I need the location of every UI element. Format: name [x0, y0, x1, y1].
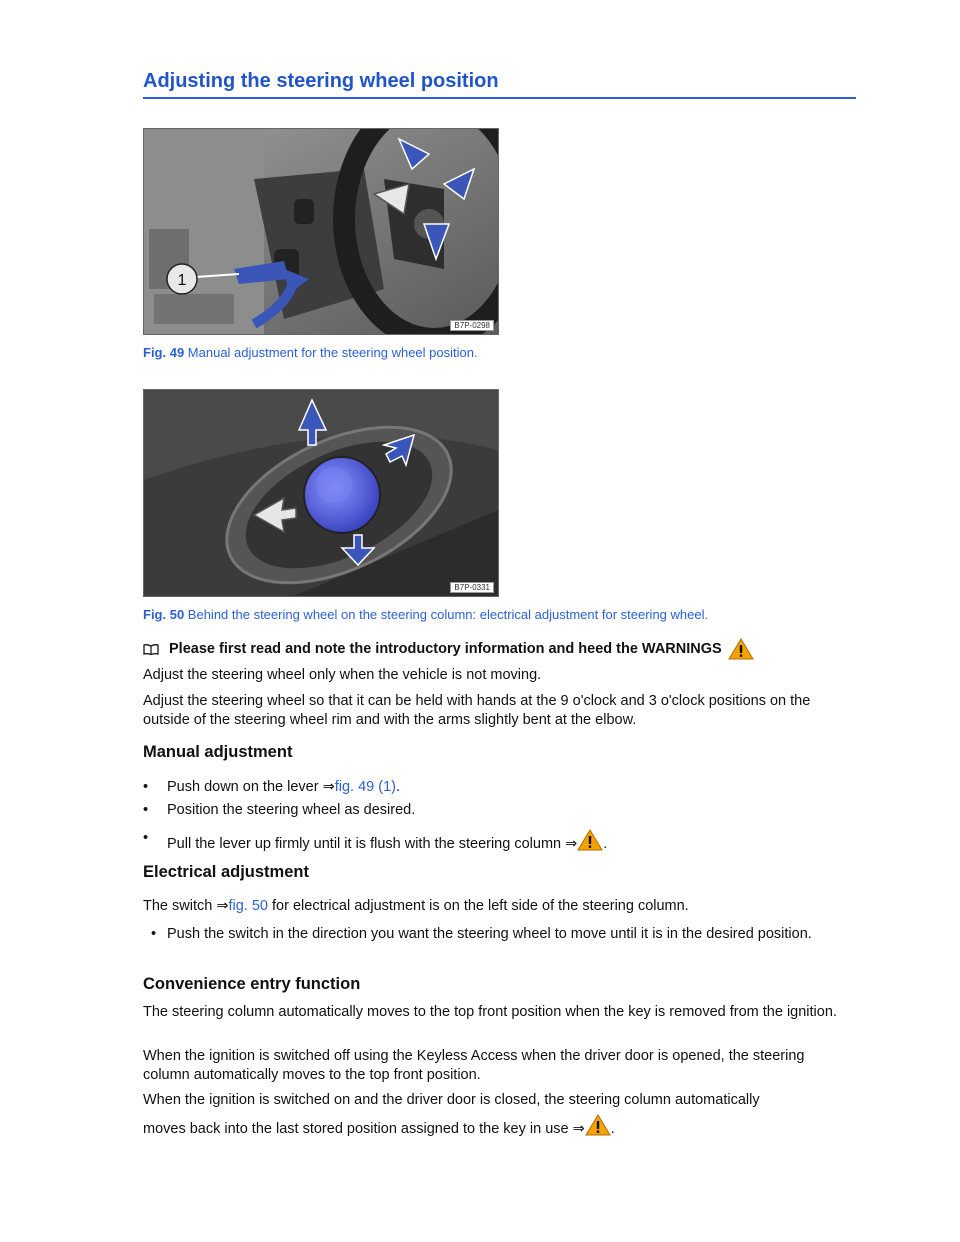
electrical-paragraph: The switch ⇒fig. 50 for electrical adjustment is on the left side of the steering column. [143, 898, 689, 914]
heading-electrical-adjustment: Electrical adjustment [143, 863, 309, 881]
page-title: Adjusting the steering wheel position [143, 70, 856, 99]
figure-50-label: Fig. 50 [143, 607, 185, 622]
list-item: • Push the switch in the direction you want the steering wheel to move until it is in the desired position. [151, 926, 812, 942]
list-item: • Push down on the lever ⇒fig. 49 (1). [143, 779, 401, 795]
open-book-icon [143, 643, 159, 655]
convenience-paragraph-3-line-1: When the ignition is switched on and the driver door is closed, the steering column automatically [143, 1092, 760, 1108]
figure-49-code: B7P-0298 [450, 320, 494, 331]
heading-convenience-entry: Convenience entry function [143, 975, 361, 993]
note-text: Please first read and note the introductory information and heed the WARNINGS [169, 641, 722, 657]
convenience-paragraph-3-line-2: moves back into the last stored position assigned to the key in use ⇒ . [143, 1114, 843, 1139]
figure-50-image [143, 389, 499, 597]
list-item: • Pull the lever up firmly until it is flush with the steering column ⇒ . [143, 830, 608, 852]
warning-triangle-icon[interactable] [585, 1114, 611, 1136]
figure-49-image [143, 128, 499, 335]
warning-triangle-icon[interactable] [577, 829, 603, 851]
intro-paragraph-1: Adjust the steering wheel only when the vehicle is not moving. [143, 667, 542, 683]
heading-manual-adjustment: Manual adjustment [143, 743, 293, 761]
convenience-paragraph-2: When the ignition is switched off using the Keyless Access when the driver door is opened, the steering column automatically moves to the top front position. [143, 1048, 805, 1083]
intro-paragraph-2: Adjust the steering wheel so that it can be held with hands at the 9 o'clock and 3 o'clock positions on the outside of the steering wheel rim and with the arms slightly bent at the elbow. [143, 693, 811, 728]
intro-note [143, 638, 754, 660]
warning-triangle-icon[interactable] [728, 638, 754, 660]
figure-49-text: Manual adjustment for the steering wheel position. [184, 345, 478, 360]
figure-50-caption [143, 607, 708, 622]
fig-49-link[interactable]: fig. 49 (1) [334, 779, 396, 795]
figure-49-callout: 1 [177, 272, 187, 289]
figure-49-label: Fig. 49 [143, 345, 185, 360]
convenience-paragraph-1: The steering column automatically moves to the top front position when the key is removed from the ignition. [143, 1004, 837, 1020]
figure-49-caption [143, 345, 478, 360]
list-item: • Position the steering wheel as desired. [143, 802, 416, 818]
figure-50-text: Behind the steering wheel on the steering column: electrical adjustment for steering wheel. [184, 607, 709, 622]
figure-50-code: B7P-0331 [450, 582, 494, 593]
fig-50-link[interactable]: fig. 50 [228, 898, 268, 914]
